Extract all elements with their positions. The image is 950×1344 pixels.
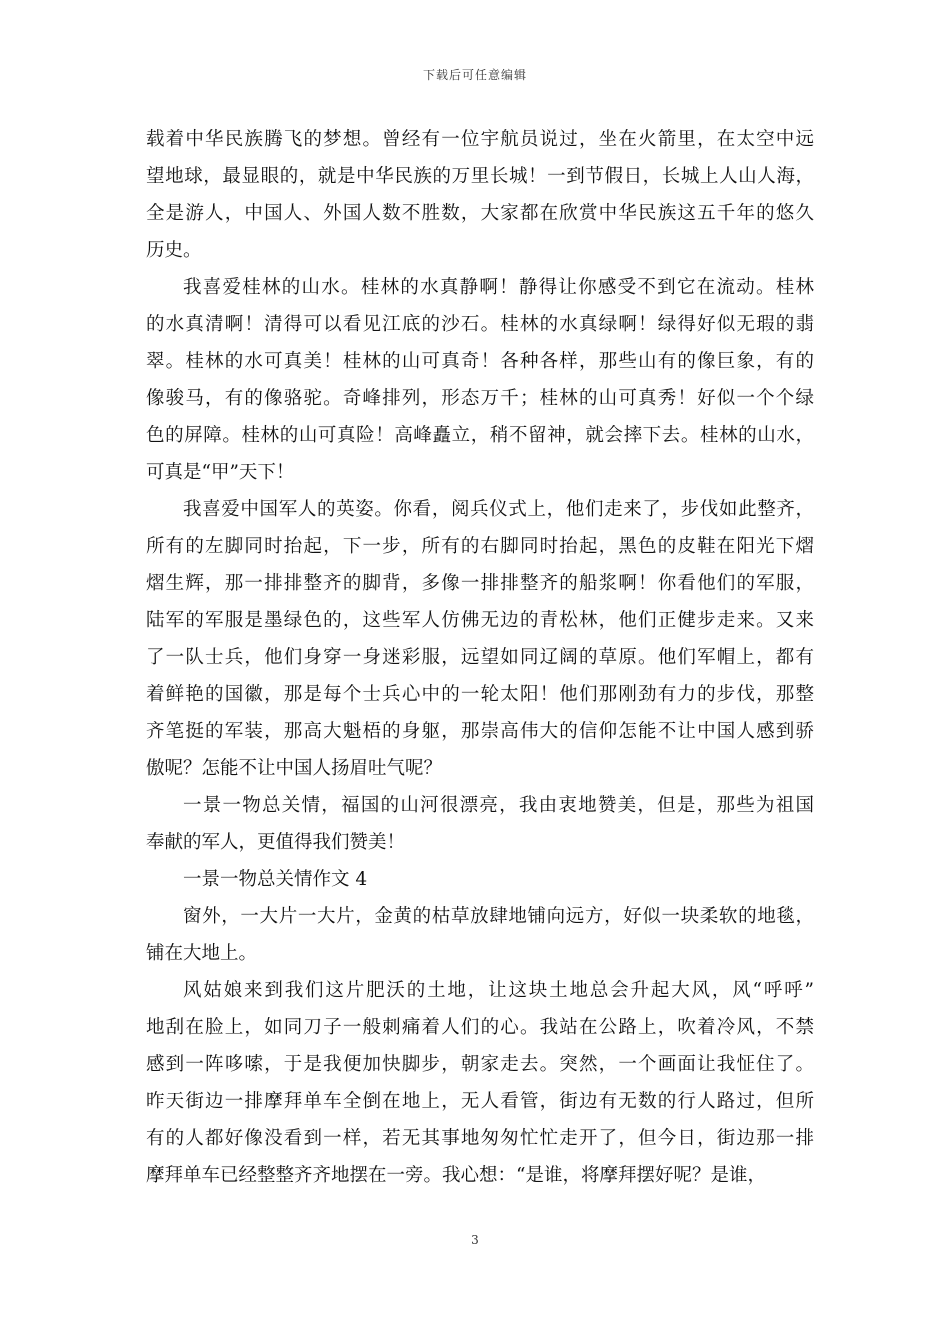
text-line: 一景一物总关情，福国的山河很漂亮，我由衷地赞美，但是，那些为祖国: [183, 795, 814, 816]
text-line: 窗外，一大片一大片，金黄的枯草放肆地铺向远方，好似一块柔软的地毯，: [183, 906, 814, 927]
text-line: 所有的左脚同时抬起，下一步，所有的右脚同时抬起，黑色的皮鞋在阳光下熠: [146, 536, 814, 557]
text-line: 全是游人，中国人、外国人数不胜数，大家都在欣赏中华民族这五千年的悠久: [146, 203, 814, 224]
text-line: 奉献的军人，更值得我们赞美！: [146, 832, 406, 853]
text-line: 像骏马，有的像骆驼。奇峰排列，形态万千；桂林的山可真秀！好似一个个绿: [146, 388, 814, 409]
text-line: 一景一物总关情作文 4: [183, 869, 368, 890]
text-line: 齐笔挺的军装，那高大魁梧的身躯，那崇高伟大的信仰怎能不让中国人感到骄: [146, 721, 814, 742]
text-line: 可真是“甲”天下！: [146, 462, 295, 483]
text-line: 历史。: [146, 240, 202, 261]
paragraph: [146, 898, 814, 972]
text-line: 我喜爱桂林的山水。桂林的水真静啊！静得让你感受不到它在流动。桂林: [183, 277, 814, 298]
paragraph: [146, 787, 814, 861]
text-line: 的水真清啊！清得可以看见江底的沙石。桂林的水真绿啊！绿得好似无瑕的翡: [146, 314, 814, 335]
text-line: 地刮在脸上，如同刀子一般刺痛着人们的心。我站在公路上，吹着冷风，不禁: [146, 1017, 814, 1038]
text-line: 昨天街边一排摩拜单车全倒在地上，无人看管，街边有无数的行人路过，但所: [146, 1091, 814, 1112]
paragraph: [146, 491, 814, 787]
text-line: 熠生辉，那一排排整齐的脚背，多像一排排整齐的船浆啊！你看他们的军服，: [146, 573, 814, 594]
text-line: 风姑娘来到我们这片肥沃的土地，让这块土地总会升起大风，风“呼呼”: [183, 980, 814, 1001]
text-line: 着鲜艳的国徽，那是每个士兵心中的一轮太阳！他们那刚劲有力的步伐，那整: [146, 684, 814, 705]
paragraph: [146, 972, 814, 1194]
text-line: 翠。桂林的水可真美！桂林的山可真奇！各种各样，那些山有的像巨象，有的: [146, 351, 814, 372]
text-line: 摩拜单车已经整整齐齐地摆在一旁。我心想：“是谁，将摩拜摆好呢？是谁，: [146, 1165, 766, 1186]
paragraph: [146, 121, 814, 269]
text-line: 傲呢？怎能不让中国人扬眉吐气呢？: [146, 758, 443, 779]
text-line: 了一队士兵，他们身穿一身迷彩服，远望如同辽阔的草原。他们军帽上，都有: [146, 647, 814, 668]
text-line: 铺在大地上。: [146, 943, 258, 964]
text-line: 感到一阵哆嗦，于是我便加快脚步，朝家走去。突然，一个画面让我怔住了。: [146, 1054, 814, 1075]
paragraph: [146, 269, 814, 491]
paragraph: [146, 861, 814, 898]
document-body: [146, 121, 814, 1194]
page-header: 下载后可任意编辑: [422, 68, 527, 82]
text-line: 陆军的军服是墨绿色的，这些军人仿佛无边的青松林，他们正健步走来。又来: [146, 610, 814, 631]
text-line: 载着中华民族腾飞的梦想。曾经有一位宇航员说过，坐在火箭里，在太空中远: [146, 129, 814, 150]
page-number: 3: [471, 1233, 479, 1247]
text-line: 我喜爱中国军人的英姿。你看，阅兵仪式上，他们走来了，步伐如此整齐，: [183, 499, 814, 520]
text-line: 有的人都好像没看到一样，若无其事地匆匆忙忙走开了，但今日，街边那一排: [146, 1128, 814, 1149]
text-line: 望地球，最显眼的，就是中华民族的万里长城！一到节假日，长城上人山人海，: [146, 166, 814, 187]
text-line: 色的屏障。桂林的山可真险！高峰矗立，稍不留神，就会摔下去。桂林的山水，: [146, 425, 814, 446]
